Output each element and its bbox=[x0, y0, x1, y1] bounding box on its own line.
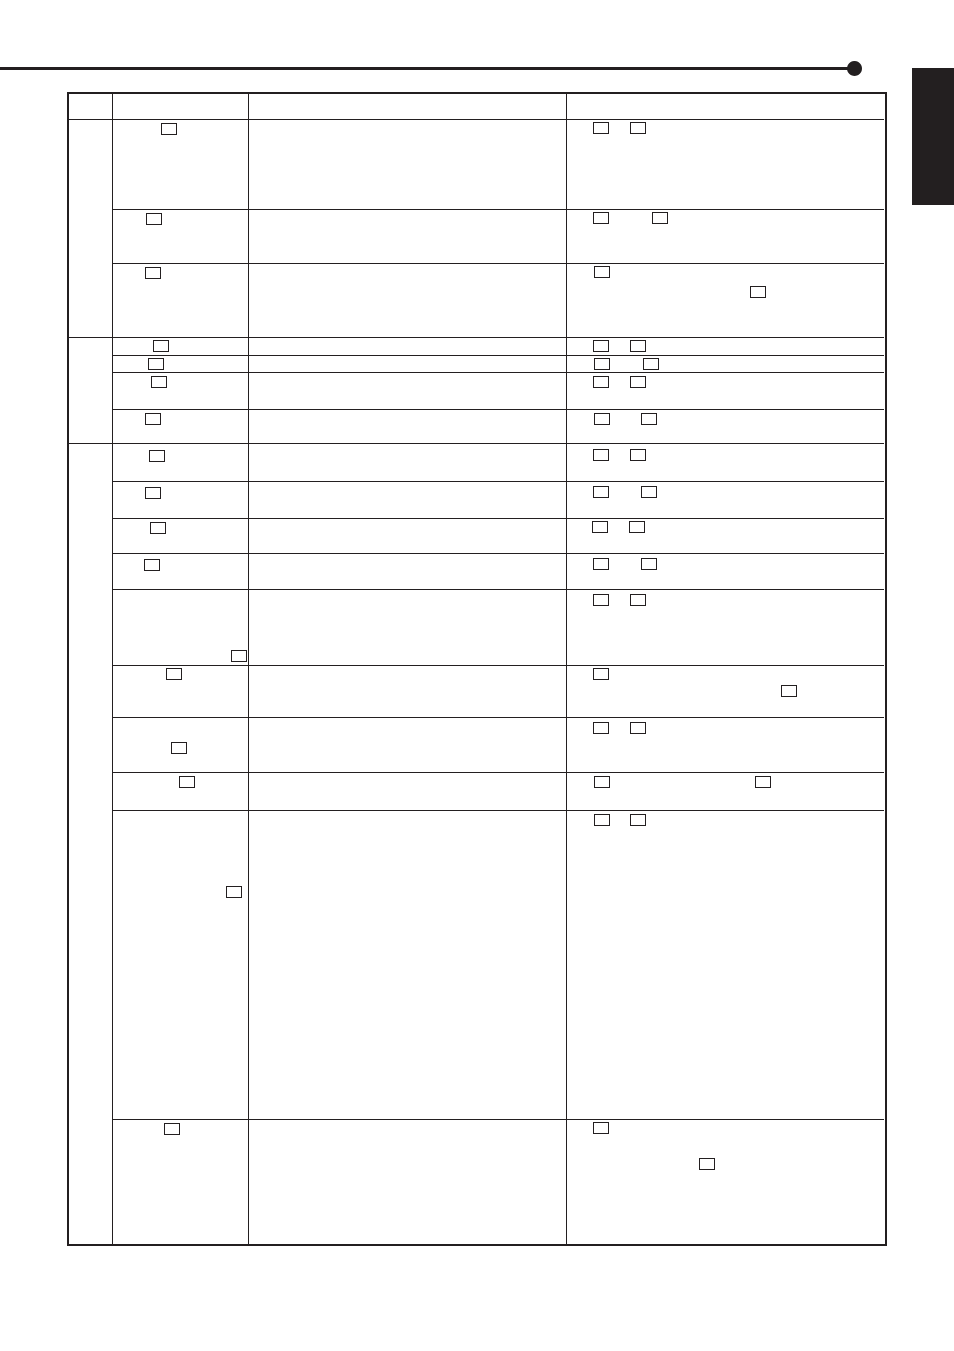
page-reference-box bbox=[755, 776, 771, 788]
page-reference-box bbox=[166, 668, 182, 680]
header-rule-end-dot bbox=[847, 61, 862, 76]
row-divider bbox=[113, 772, 884, 773]
row-divider bbox=[113, 553, 884, 554]
page-reference-box bbox=[630, 122, 646, 134]
row-divider bbox=[113, 263, 884, 264]
page-reference-box bbox=[179, 776, 195, 788]
page-reference-box bbox=[144, 559, 160, 571]
page-reference-box bbox=[145, 487, 161, 499]
page-reference-box bbox=[593, 722, 609, 734]
page-reference-box bbox=[641, 558, 657, 570]
page-reference-box bbox=[594, 814, 610, 826]
row-divider bbox=[113, 665, 884, 666]
page-reference-box bbox=[593, 122, 609, 134]
page-reference-box bbox=[594, 413, 610, 425]
page-reference-box bbox=[593, 376, 609, 388]
page-reference-box bbox=[630, 449, 646, 461]
page-reference-box bbox=[593, 594, 609, 606]
page-reference-box bbox=[593, 668, 609, 680]
page-reference-box bbox=[641, 486, 657, 498]
row-divider bbox=[113, 481, 884, 482]
row-divider bbox=[113, 717, 884, 718]
page-reference-box bbox=[641, 413, 657, 425]
group-divider bbox=[68, 337, 884, 338]
page-reference-box bbox=[630, 814, 646, 826]
page-reference-box bbox=[592, 521, 608, 533]
row-divider bbox=[113, 409, 884, 410]
page-reference-box bbox=[630, 376, 646, 388]
page-reference-box bbox=[593, 486, 609, 498]
row-divider bbox=[113, 1119, 884, 1120]
page-reference-box bbox=[643, 358, 659, 370]
page-reference-box bbox=[594, 776, 610, 788]
header-rule bbox=[0, 67, 853, 70]
page-reference-box bbox=[146, 213, 162, 225]
page-reference-box bbox=[593, 1122, 609, 1134]
page-reference-box bbox=[150, 522, 166, 534]
column-divider bbox=[112, 93, 113, 1244]
row-divider bbox=[113, 372, 884, 373]
page-reference-box bbox=[630, 722, 646, 734]
page-reference-box bbox=[226, 886, 242, 898]
page-reference-box bbox=[594, 266, 610, 278]
page-reference-box bbox=[699, 1158, 715, 1170]
page-reference-box bbox=[594, 358, 610, 370]
page-reference-box bbox=[630, 340, 646, 352]
page-reference-box bbox=[149, 450, 165, 462]
header-row-divider bbox=[68, 119, 884, 120]
row-divider bbox=[113, 518, 884, 519]
page-reference-box bbox=[652, 212, 668, 224]
page-reference-box bbox=[781, 685, 797, 697]
row-divider bbox=[113, 810, 884, 811]
page-reference-box bbox=[629, 521, 645, 533]
page-reference-box bbox=[231, 650, 247, 662]
spec-table-frame bbox=[67, 92, 887, 1246]
page-reference-box bbox=[593, 449, 609, 461]
row-divider bbox=[113, 209, 884, 210]
page-reference-box bbox=[593, 212, 609, 224]
column-divider bbox=[566, 93, 567, 1244]
section-tab bbox=[912, 68, 954, 205]
column-divider bbox=[248, 93, 249, 1244]
page-reference-box bbox=[145, 413, 161, 425]
page-reference-box bbox=[148, 358, 164, 370]
page-reference-box bbox=[593, 558, 609, 570]
row-divider bbox=[113, 355, 884, 356]
page-reference-box bbox=[171, 742, 187, 754]
page-reference-box bbox=[153, 340, 169, 352]
page-reference-box bbox=[750, 286, 766, 298]
page-reference-box bbox=[593, 340, 609, 352]
page-reference-box bbox=[164, 1123, 180, 1135]
page-reference-box bbox=[161, 123, 177, 135]
page-reference-box bbox=[151, 376, 167, 388]
row-divider bbox=[113, 589, 884, 590]
page-reference-box bbox=[145, 267, 161, 279]
page-reference-box bbox=[630, 594, 646, 606]
group-divider bbox=[68, 443, 884, 444]
